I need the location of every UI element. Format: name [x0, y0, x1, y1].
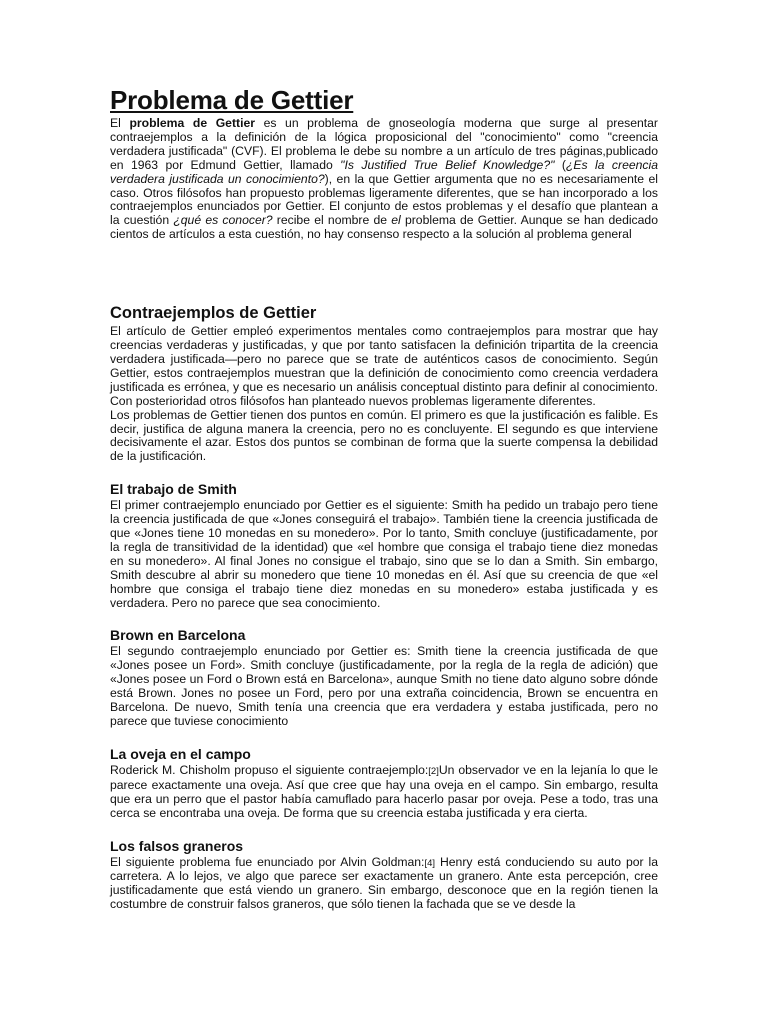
reference-link[interactable]: [4]: [424, 857, 436, 869]
section-oveja: [110, 746, 658, 821]
brown-paragraph: El segundo contraejemplo enunciado por Gettier es: Smith tiene la creencia justificada de que «Jones posee un Ford». Smith concluye (justificadamente, por la regla de la regla de adición) que «Jones posee un Ford o Brown está en Barcelona», aunque Smith no tiene dato alguno sobre dónde está Brown. Jones no posee un Ford, pero por una extraña coincidencia, Brown se encuentra en Barcelona. De nuevo, Smith tenía una creencia que era verdadera y estaba justificada, pero no parece que tuviese conocimiento: [110, 644, 658, 728]
graneros-text: Henry está conduciendo su auto por la carretera. A lo lejos, ve algo que parece ser exactamente un granero. Ante esta percepción, cree justificadamente que está viendo un granero. Sin embargo, desconoce que en la región tienen la costumbre de construir falsos graneros, que sólo tienen la fachada que se ve desde la: [110, 854, 658, 912]
graneros-text: El siguiente problema fue enunciado por Alvin Goldman:: [110, 854, 425, 869]
oveja-paragraph: [110, 764, 658, 821]
intro-bold-term: problema de Gettier: [129, 116, 255, 130]
section-smith: [110, 481, 658, 610]
intro-paragraph: [110, 117, 658, 242]
section-brown: [110, 627, 658, 728]
section-heading-graneros: Los falsos graneros: [110, 837, 244, 854]
document-page: [110, 86, 658, 912]
intro-text: es un problema de gnoseología moderna que surge al presentar contraejemplos a la definición de la lógica proposicional del "conocimiento" como "creencia verdadera justificada" (CVF). El problema le debe su nombre a un artículo de tres páginas,publicado en 1963 por Edmund Gettier, llamado: [110, 116, 658, 172]
intro-question: ¿qué es conocer?: [173, 213, 273, 228]
reference-link[interactable]: [2]: [428, 765, 439, 777]
page-title: Problema de Gettier: [110, 85, 354, 115]
smith-paragraph: El primer contraejemplo enunciado por Gettier es el siguiente: Smith ha pedido un trabajo pero tiene la creencia justificada de que «Jones conseguirá el trabajo». También tiene la creencia justificada de que «Jones tiene 10 monedas en su monedero». Por lo tanto, Smith concluye (justificadamente, por la regla de transitividad de la identidad) que «el hombre que consiga el trabajo tiene diez monedas en su monedero». Al final Jones no consigue el trabajo, sino que se lo dan a Smith. Sin embargo, Smith descubre al abrir su monedero que tiene 10 monedas en él. Así que su creencia de que «el hombre que consiga el trabajo tiene diez monedas en su monedero» estaba justificada y es verdadera. Pero no parece que sea conocimiento.: [110, 498, 658, 610]
intro-text: El: [110, 116, 130, 130]
oveja-text: Un observador ve en la lejanía lo que le parece exactamente una oveja. Así que cree que hay una oveja en el campo. Sin embargo, resulta que era un perro que el pastor había camuflado para hacerlo pasar por oveja. Pese a todo, tras una cerca se encontraba una oveja. De forma que su creencia estaba justificada y era cierta.: [110, 762, 658, 820]
intro-text: (: [554, 157, 566, 172]
contraejemplos-paragraph-2: Los problemas de Gettier tienen dos puntos en común. El primero es que la justificación es falible. Es decir, justifica de alguna manera la creencia, pero no es concluyente. El segundo es que interviene decisivamente el azar. Estos dos puntos se combinan de forma que la suerte compensa la debilidad de la justificación.: [110, 407, 658, 464]
article-title: "Is Justified True Belief Knowledge?": [340, 157, 555, 172]
section-heading-contraejemplos: Contraejemplos de Gettier: [110, 304, 317, 323]
spacer: [110, 242, 658, 304]
intro-italic-el: el: [391, 213, 401, 228]
section-heading-brown: Brown en Barcelona: [110, 627, 246, 644]
intro-text: problema de Gettier. Aunque se han dedicado cientos de artículos a esta cuestión, no hay consenso respecto a la solución al problema general: [110, 213, 658, 242]
section-graneros: [110, 838, 658, 913]
section-heading-oveja: La oveja en el campo: [110, 745, 251, 762]
section-heading-smith: El trabajo de Smith: [110, 481, 237, 498]
intro-text: recibe el nombre de: [272, 213, 392, 228]
graneros-paragraph: [110, 856, 658, 913]
article-title-translation: ¿Es la creencia verdadera justificada un conocimiento?: [110, 157, 658, 186]
oveja-text: Roderick M. Chisholm propuso el siguiente contraejemplo:: [110, 762, 429, 777]
contraejemplos-paragraph-1: El artículo de Gettier empleó experimentos mentales como contraejemplos para mostrar que hay creencias verdaderas y justificadas, y que por tanto satisfacen la definición tripartita de la creencia verdadera justificada—pero no parece que se trate de auténticos casos de conocimiento. Según Gettier, estos contraejemplos muestran que la definición de conocimiento como creencia verdadera justificada es errónea, y que es necesario un análisis conceptual distinto para definir al conocimiento. Con posterioridad otros filósofos han planteado nuevos problemas ligeramente diferentes.: [110, 324, 658, 408]
intro-text: ), en la que Gettier argumenta que no es necesariamente el caso. Otros filósofos han propuesto problemas ligeramente diferentes, que se han incorporado a los contraejemplos enunciados por Gettier. El conjunto de estos problemas y el desafío que plantean a la cuestión: [110, 171, 658, 228]
